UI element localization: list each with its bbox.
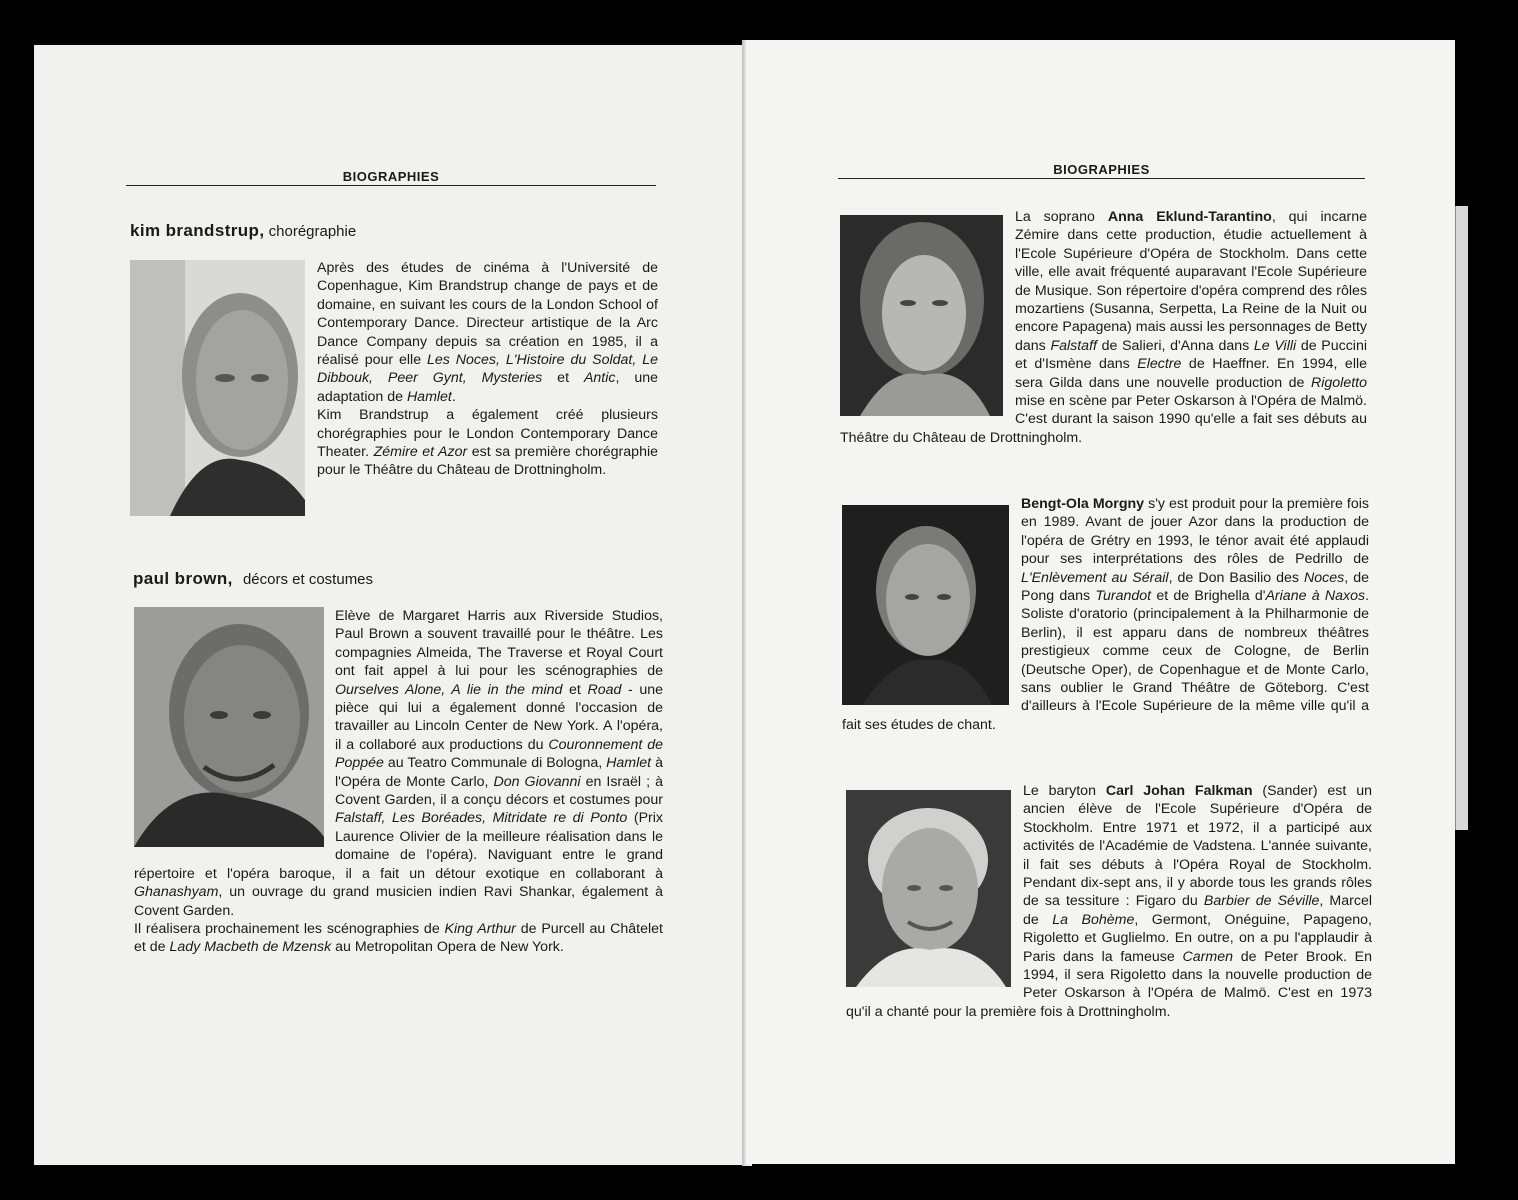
bio-text-morgny: Bengt-Ola Morgny s'y est produit pour la première fois en 1989. Avant de jouer Azor dans la production de l'opéra de Grétry en 1993, le ténor avait été applaudi pour ses interprétations des rôles de Pedrillo de L'Enlèvement au Sérail, de Don Basilio des Noces, de Pong dans Turandot et de Brighella d'Ariane à Naxos. Soliste d'oratorio (principalement à la Philharmonie de Berlin), il est apparu dans de nombreux théâtres prestigieux comme ceux de Cologne, de Berlin (Deutsche Oper), de Copenhague et de Monte Carlo, sans oublier le Grand Théâtre de Göteborg. C'est d'ailleurs à l'Ecole Supérieure de la même ville qu'il a fait ses études de chant. — [842, 496, 1370, 733]
person-role: décors et costumes — [242, 571, 374, 588]
bio-text-brandstrup: Après des études de cinéma à l'Université de Copenhague, Kim Brandstrup change de pays et de domaine, en suivant les cours de la London School of Contemporary Dance. Directeur artistique de la Arc Dance Company depuis sa création en 1985, il a réalisé pour elle Les Noces, L'Histoire du Soldat, Le Dibbouk, Peer Gynt, Mysteries et Antic, une adaptation de Hamlet. Kim Brandstrup a également créé plusieurs chorégraphies pour le London Contemporary Dance Theater. Zémire et Azor est sa première chorégraphie pour le Théâtre du Château de Drottningholm. — [317, 260, 659, 479]
bio-name-line — [133, 569, 373, 589]
person-name: paul brown, — [133, 569, 233, 588]
section-header: BIOGRAPHIES — [838, 162, 1365, 179]
portrait-photo — [846, 790, 1011, 987]
portrait-photo — [130, 260, 305, 516]
page-edge — [1455, 206, 1468, 830]
portrait-photo — [842, 505, 1009, 705]
right-page — [746, 40, 1455, 1164]
bio-name-line — [130, 221, 356, 241]
bio-text-eklund-tarantino: La soprano Anna Eklund-Tarantino, qui incarne Zémire dans cette production, étudie actuellement à l'Ecole Supérieure d'Opéra de Stockholm. Dans cette ville, elle avait fréquenté auparavant l'Ecole Supérieure de Musique. Son répertoire d'opéra comprend des rôles mozartiens (Susanna, Serpetta, La Reine de la Nuit ou encore Papagena) mais aussi les personnages de Betty dans Falstaff de Salieri, d'Anna dans Le Villi de Puccini et d'Ismène dans Electre de Haeffner. En 1994, elle sera Gilda dans une nouvelle production de Rigoletto mise en scène par Peter Oskarson à l'Opéra de Malmö. C'est durant la saison 1990 qu'elle a fait ses débuts au Théâtre du Château de Drottningholm. — [840, 209, 1368, 446]
section-header: BIOGRAPHIES — [126, 169, 656, 186]
person-role: chorégraphie — [268, 223, 357, 240]
bio-text-falkman: Le baryton Carl Johan Falkman (Sander) est un ancien élève de l'Ecole Supérieure d'Opéra de Stockholm. Entre 1971 et 1972, il a participé aux activités de l'Académie de Vadstena. L'année suivante, il fait ses débuts à l'Opéra Royal de Stockholm. Pendant dix-sept ans, il y aborde tous les grands rôles de sa tessiture : Figaro du Barbier de Séville, Marcel de La Bohème, Germont, Onéguine, Papageno, Rigoletto et Guglielmo. En outre, on a pu l'applaudir à Paris dans la fameuse Carmen de Peter Brook. En 1994, il sera Rigoletto dans la nouvelle production de Peter Oskarson à l'Opéra de Malmö. C'est en 1973 qu'il a chanté pour la première fois à Drottningholm. — [846, 783, 1372, 1020]
bio-text-brown-full: Elève de Margaret Harris aux Riverside Studios, Paul Brown a souvent travaillé pour le théâtre. Les compagnies Almeida, The Traverse et Royal Court ont fait appel à lui pour les scénographies de Ourselves Alone, A lie in the mind et Road - une pièce qui lui a également donné l'occasion de travailler au Lincoln Center de New York. A l'opéra, il a collaboré aux productions du Couronnement de Poppée au Teatro Communale di Bologna, Hamlet à l'Opéra de Monte Carlo, Don Giovanni en Israël ; à Covent Garden, il a conçu décors et costumes pour Falstaff, Les Boréades, Mitridate re di Ponto (Prix Laurence Olivier de la meilleure réalisation dans le domaine de l'opéra). Naviguant entre le grand répertoire et l'opéra baroque, il a fait un détour exotique en collaborant à Ghanashyam, un ouvrage du grand musicien indien Ravi Shankar, également à Covent Garden. Il réalisera prochainement les scénographies de King Arthur de Purcell au Châtelet et de Lady Macbeth de Mzensk au Metropolitan Opera de New York. — [134, 608, 664, 956]
left-page — [34, 45, 746, 1165]
person-name: kim brandstrup, — [130, 221, 265, 240]
portrait-photo — [840, 215, 1003, 416]
